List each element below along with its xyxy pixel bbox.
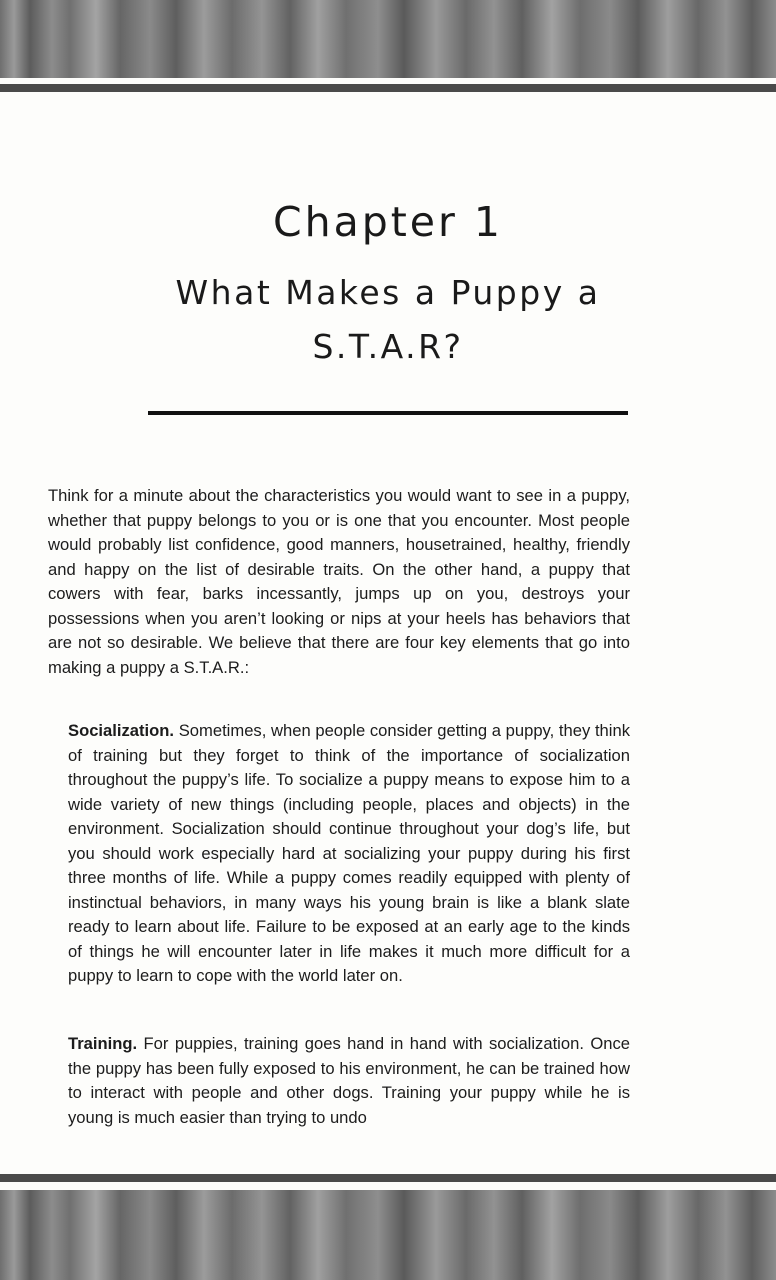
training-paragraph <box>68 1032 630 1130</box>
socialization-paragraph <box>68 719 630 989</box>
top-band-rule <box>0 84 776 92</box>
bottom-decorative-band <box>0 1190 776 1280</box>
training-text: For puppies, training goes hand in hand with socialization. Once the puppy has been fully exposed to his environment, he can be trained how to interact with people and other dogs. Training your puppy while he is young is much easier than trying to undo <box>68 1034 630 1127</box>
socialization-term: Socialization. <box>68 721 175 740</box>
top-decorative-band <box>0 0 776 78</box>
title-divider <box>148 411 628 415</box>
bottom-band-rule <box>0 1174 776 1182</box>
socialization-text: Sometimes, when people consider getting a puppy, they think of training but they forget to think of the importance of socialization throughout the puppy’s life. To socialize a puppy means to expose him to a wide variety of new things (including people, places and objects) in the environment. Socialization should continue throughout your dog’s life, but you should work especially hard at socializing your puppy during his first three months of life. While a puppy comes readily equipped with plenty of instinctual behaviors, in many ways his young brain is like a blank slate ready to learn about life. Failure to be exposed at an early age to the kinds of things he will encounter later in life makes it much more difficult for a puppy to learn to cope with the world later on. <box>68 721 630 985</box>
intro-paragraph: Think for a minute about the characteristics you would want to see in a puppy, whether that puppy belongs to you or is one that you encounter. Most people would probably list confidence, good manners, housetrained, healthy, friendly and happy on the list of desirable traits. On the other hand, a puppy that cowers with fear, barks incessantly, jumps up on you, destroys your possessions when you aren’t looking or nips at your heels has behaviors that are not so desirable. We believe that there are four key elements that go into making a puppy a S.T.A.R.: <box>48 486 630 677</box>
chapter-title: What Makes a Puppy a S.T.A.R? <box>175 273 601 366</box>
chapter-number: Chapter 1 <box>272 198 504 246</box>
training-term: Training. <box>68 1034 138 1053</box>
